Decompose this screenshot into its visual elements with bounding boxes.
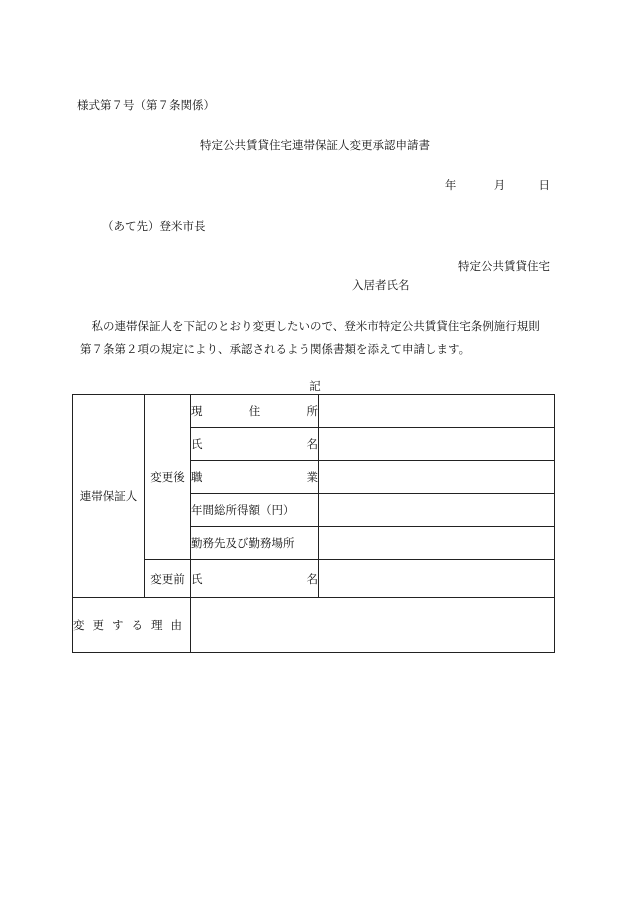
date-month-label: 月 <box>493 178 506 192</box>
table-row <box>73 395 555 428</box>
after-change-cell <box>145 395 191 560</box>
guarantor-change-table <box>72 394 555 653</box>
document-title: 特定公共賃貸住宅連帯保証人変更承認申請書 <box>200 138 430 152</box>
current-address-input[interactable] <box>319 395 555 428</box>
guarantor-label-cell <box>73 395 145 598</box>
occupation-input[interactable] <box>319 461 555 494</box>
date-day-label: 日 <box>538 178 550 192</box>
reason-label-cell <box>73 598 191 653</box>
housing-label: 特定公共賃貸住宅 <box>458 259 550 273</box>
before-change-cell <box>145 560 191 598</box>
annual-income-input[interactable] <box>319 494 555 527</box>
occupation-label: 職 業 <box>191 461 319 494</box>
form-number: 様式第７号（第７条関係） <box>77 98 215 112</box>
annual-income-label: 年間総所得額（円） <box>191 494 319 527</box>
ki-heading: 記 <box>309 379 321 393</box>
table-row <box>73 598 555 653</box>
name-input-after[interactable] <box>319 428 555 461</box>
date-year-label: 年 <box>444 178 457 192</box>
name-label-before: 氏 名 <box>191 560 319 598</box>
current-address-label: 現 住 所 <box>191 395 319 428</box>
reason-label: 変更する理由 <box>73 618 190 632</box>
before-change-label: 変更前 <box>150 571 185 586</box>
addressee: （あて先）登米市長 <box>102 219 206 233</box>
guarantor-label: 連帯保証人 <box>79 489 138 503</box>
name-input-before[interactable] <box>319 560 555 598</box>
application-statement: 私の連帯保証人を下記のとおり変更したいので、登米市特定公共賃貸住宅条例施行規則第７条第２項の規定により、承認されるよう関係書類を添えて申請します。 <box>80 319 540 356</box>
workplace-label: 勤務先及び勤務場所 <box>191 527 319 560</box>
name-label-after: 氏 名 <box>191 428 319 461</box>
date-line <box>445 177 550 193</box>
reason-input[interactable] <box>191 598 555 653</box>
resident-name-label: 入居者氏名 <box>352 278 410 292</box>
after-change-label: 変更後 <box>150 470 185 484</box>
table-row <box>73 560 555 598</box>
workplace-input[interactable] <box>319 527 555 560</box>
